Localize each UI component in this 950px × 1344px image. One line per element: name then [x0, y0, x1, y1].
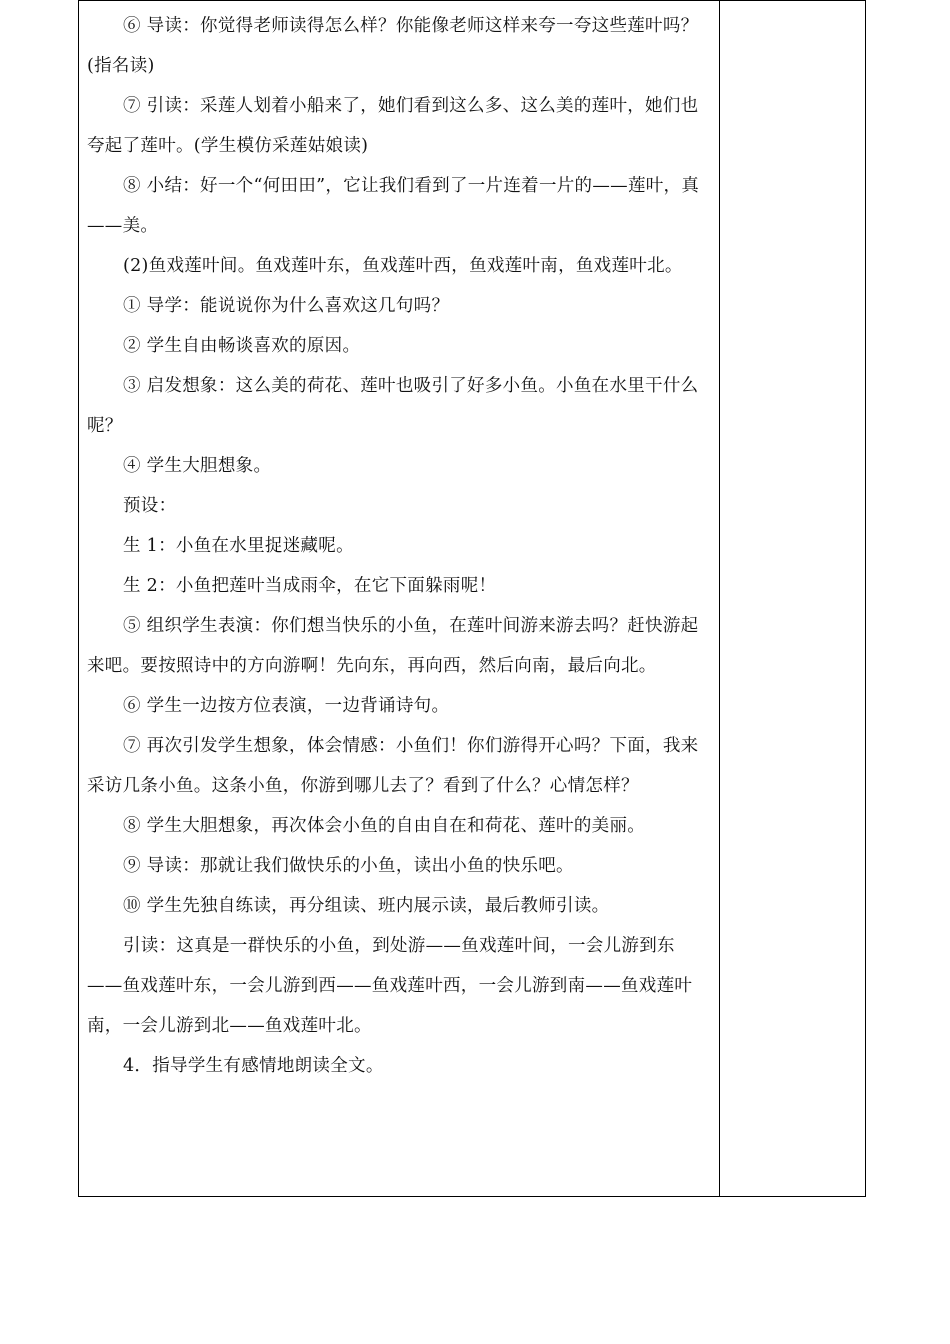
- lesson-table: [78, 0, 866, 1197]
- paragraph: 生 2：小鱼把莲叶当成雨伞，在它下面躲雨呢！: [123, 576, 497, 596]
- paragraph: (2)鱼戏莲叶间。鱼戏莲叶东，鱼戏莲叶西，鱼戏莲叶南，鱼戏莲叶北。: [123, 256, 683, 276]
- paragraph: ① 导学：能说说你为什么喜欢这几句吗？: [123, 296, 450, 316]
- paragraph: ⑧ 小结：好一个“何田田”，它让我们看到了一片连着一片的——莲叶，真——美。: [87, 176, 700, 236]
- paragraph: ③ 启发想象：这么美的荷花、莲叶也吸引了好多小鱼。小鱼在水里干什么呢？: [87, 376, 699, 436]
- paragraph: ⑥ 学生一边按方位表演，一边背诵诗句。: [123, 696, 450, 716]
- paragraph: 生 1：小鱼在水里捉迷藏呢。: [123, 536, 354, 556]
- paragraph: ⑩ 学生先独自练读，再分组读、班内展示读，最后教师引读。: [123, 896, 610, 916]
- paragraph: ② 学生自由畅谈喜欢的原因。: [123, 336, 361, 356]
- paragraph: 预设：: [123, 496, 177, 516]
- paragraph: 4．指导学生有感情地朗读全文。: [123, 1056, 384, 1076]
- paragraph: ⑨ 导读：那就让我们做快乐的小鱼，读出小鱼的快乐吧。: [123, 856, 574, 876]
- paragraph: ⑧ 学生大胆想象，再次体会小鱼的自由自在和荷花、莲叶的美丽。: [123, 816, 646, 836]
- notes-cell: [720, 1, 865, 1196]
- paragraph: ⑤ 组织学生表演：你们想当快乐的小鱼，在莲叶间游来游去吗？赶快游起来吧。要按照诗中的方向游啊！先向东，再向西，然后向南，最后向北。: [87, 616, 699, 676]
- paragraph: ⑦ 引读：采莲人划着小船来了，她们看到这么多、这么美的莲叶，她们也夸起了莲叶。(学生模仿采莲姑娘读): [87, 96, 699, 156]
- paragraph: ⑥ 导读：你觉得老师读得怎么样？你能像老师这样来夸一夸这些莲叶吗？(指名读): [87, 16, 699, 76]
- lesson-content-cell: [79, 1, 720, 1196]
- paragraph: 引读：这真是一群快乐的小鱼，到处游——鱼戏莲叶间，一会儿游到东——鱼戏莲叶东，一会儿游到西——鱼戏莲叶西，一会儿游到南——鱼戏莲叶南，一会儿游到北——鱼戏莲叶北。: [87, 936, 693, 1036]
- paragraph: ④ 学生大胆想象。: [123, 456, 272, 476]
- paragraph: ⑦ 再次引发学生想象，体会情感：小鱼们！你们游得开心吗？下面，我来采访几条小鱼。这条小鱼，你游到哪儿去了？看到了什么？心情怎样？: [87, 736, 699, 796]
